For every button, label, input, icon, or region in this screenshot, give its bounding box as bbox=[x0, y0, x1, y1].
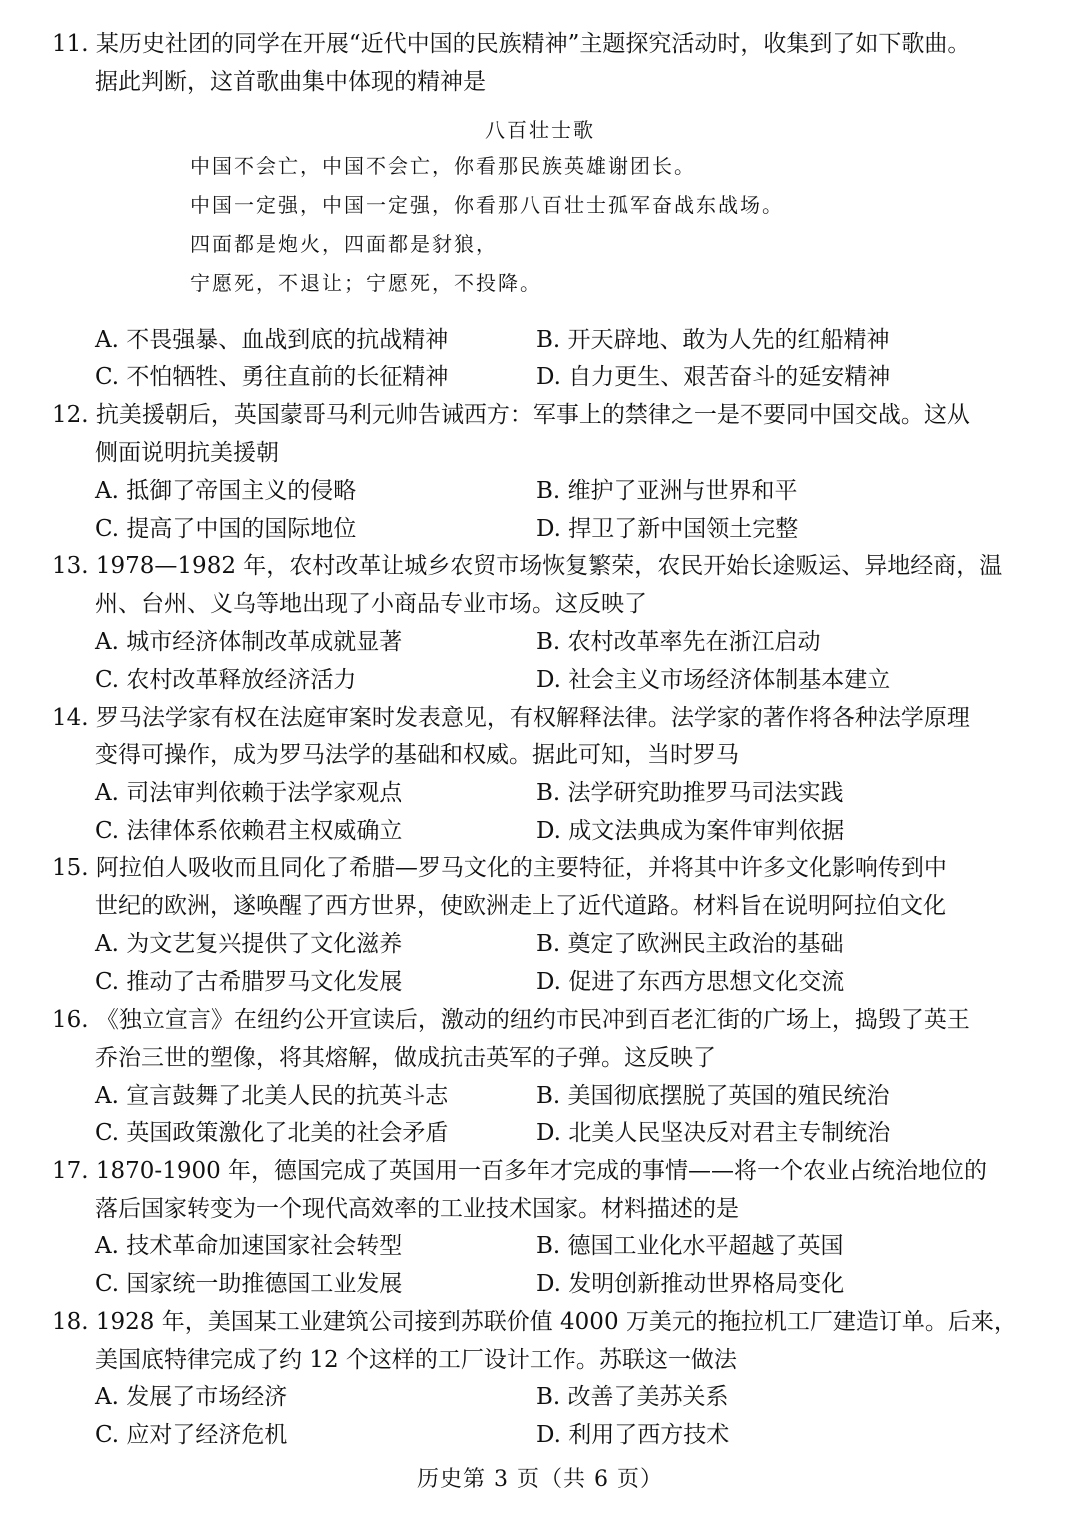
q16-option-c: C. 英国政策激化了北美的社会矛盾 bbox=[95, 1120, 449, 1146]
q13-stem-line-2: 州、台州、义乌等地出现了小商品专业市场。这反映了 bbox=[95, 591, 647, 617]
q16-option-a: A. 宣言鼓舞了北美人民的抗英斗志 bbox=[95, 1083, 449, 1109]
song-line-2: 中国一定强，中国一定强，你看那八百壮士孤军奋战东战场。 bbox=[190, 193, 784, 217]
q16-option-d: D. 北美人民坚决反对君主专制统治 bbox=[536, 1120, 891, 1146]
q16-stem-line-1: 16. 《独立宣言》在纽约公开宣读后，激动的纽约市民冲到百老汇街的广场上，捣毁了英王 bbox=[52, 1007, 970, 1033]
song-line-4: 宁愿死，不退让；宁愿死，不投降。 bbox=[190, 271, 542, 295]
q14-option-a: A. 司法审判依赖于法学家观点 bbox=[95, 780, 403, 806]
q17-option-a: A. 技术革命加速国家社会转型 bbox=[95, 1233, 403, 1259]
q15-stem-line-1: 15. 阿拉伯人吸收而且同化了希腊—罗马文化的主要特征，并将其中许多文化影响传到中 bbox=[52, 855, 947, 881]
q11-stem-line-1: 11. 某历史社团的同学在开展“近代中国的民族精神”主题探究活动时，收集到了如下歌曲。 bbox=[52, 31, 971, 57]
q15-option-d: D. 促进了东西方思想文化交流 bbox=[536, 969, 845, 995]
q17-stem-line-2: 落后国家转变为一个现代高效率的工业技术国家。材料描述的是 bbox=[95, 1196, 739, 1222]
q18-option-c: C. 应对了经济危机 bbox=[95, 1422, 288, 1448]
q13-stem-line-1: 13. 1978—1982 年，农村改革让城乡农贸市场恢复繁荣，农民开始长途贩运、异地经商，温 bbox=[52, 553, 1003, 579]
q11-option-b: B. 开天辟地、敢为人先的红船精神 bbox=[536, 327, 890, 353]
q12-stem-line-1: 12. 抗美援朝后，英国蒙哥马利元帅告诫西方：军事上的禁律之一是不要同中国交战。这从 bbox=[52, 402, 970, 428]
q13-option-c: C. 农村改革释放经济活力 bbox=[95, 667, 357, 693]
q16-stem-line-2: 乔治三世的塑像，将其熔解，做成抗击英军的子弹。这反映了 bbox=[95, 1045, 716, 1071]
q12-option-d: D. 捍卫了新中国领土完整 bbox=[536, 516, 799, 542]
q13-option-d: D. 社会主义市场经济体制基本建立 bbox=[536, 667, 891, 693]
q12-stem-line-2: 侧面说明抗美援朝 bbox=[95, 440, 279, 466]
q14-option-d: D. 成文法典成为案件审判依据 bbox=[536, 818, 845, 844]
q15-stem-line-2: 世纪的欧洲，遂唤醒了西方世界，使欧洲走上了近代道路。材料旨在说明阿拉伯文化 bbox=[95, 893, 946, 919]
q16-option-b: B. 美国彻底摆脱了英国的殖民统治 bbox=[536, 1083, 890, 1109]
q18-stem-line-1: 18. 1928 年，美国某工业建筑公司接到苏联价值 4000 万美元的拖拉机工厂建造订单。后来， bbox=[52, 1309, 1017, 1335]
q15-option-b: B. 奠定了欧洲民主政治的基础 bbox=[536, 931, 844, 957]
q15-option-a: A. 为文艺复兴提供了文化滋养 bbox=[95, 931, 403, 957]
q13-option-a: A. 城市经济体制改革成就显著 bbox=[95, 629, 403, 655]
q18-stem-line-2: 美国底特律完成了约 12 个这样的工厂设计工作。苏联这一做法 bbox=[95, 1347, 737, 1373]
page-footer: 历史第 3 页（共 6 页） bbox=[417, 1467, 663, 1492]
q18-option-d: D. 利用了西方技术 bbox=[536, 1422, 730, 1448]
q14-option-c: C. 法律体系依赖君主权威确立 bbox=[95, 818, 403, 844]
song-line-1: 中国不会亡，中国不会亡，你看那民族英雄谢团长。 bbox=[190, 154, 696, 178]
q12-option-a: A. 抵御了帝国主义的侵略 bbox=[95, 478, 357, 504]
song-line-3: 四面都是炮火，四面都是豺狼， bbox=[190, 232, 498, 256]
q18-option-a: A. 发展了市场经济 bbox=[95, 1384, 288, 1410]
q12-option-c: C. 提高了中国的国际地位 bbox=[95, 516, 357, 542]
q11-option-a: A. 不畏强暴、血战到底的抗战精神 bbox=[95, 327, 449, 353]
q11-stem-line-2: 据此判断，这首歌曲集中体现的精神是 bbox=[95, 69, 486, 95]
q17-option-b: B. 德国工业化水平超越了英国 bbox=[536, 1233, 844, 1259]
q14-stem-line-2: 变得可操作，成为罗马法学的基础和权威。据此可知，当时罗马 bbox=[95, 742, 739, 768]
q11-option-c: C. 不怕牺牲、勇往直前的长征精神 bbox=[95, 364, 449, 390]
q15-option-c: C. 推动了古希腊罗马文化发展 bbox=[95, 969, 403, 995]
q17-stem-line-1: 17. 1870-1900 年，德国完成了英国用一百多年才完成的事情——将一个农业占统治地位的 bbox=[52, 1158, 988, 1184]
q12-option-b: B. 维护了亚洲与世界和平 bbox=[536, 478, 798, 504]
q17-option-c: C. 国家统一助推德国工业发展 bbox=[95, 1271, 403, 1297]
q14-stem-line-1: 14. 罗马法学家有权在法庭审案时发表意见，有权解释法律。法学家的著作将各种法学原理 bbox=[52, 705, 970, 731]
q13-option-b: B. 农村改革率先在浙江启动 bbox=[536, 629, 821, 655]
q14-option-b: B. 法学研究助推罗马司法实践 bbox=[536, 780, 844, 806]
q11-option-d: D. 自力更生、艰苦奋斗的延安精神 bbox=[536, 364, 891, 390]
q17-option-d: D. 发明创新推动世界格局变化 bbox=[536, 1271, 845, 1297]
song-title: 八百壮士歌 bbox=[485, 118, 595, 142]
q18-option-b: B. 改善了美苏关系 bbox=[536, 1384, 729, 1410]
